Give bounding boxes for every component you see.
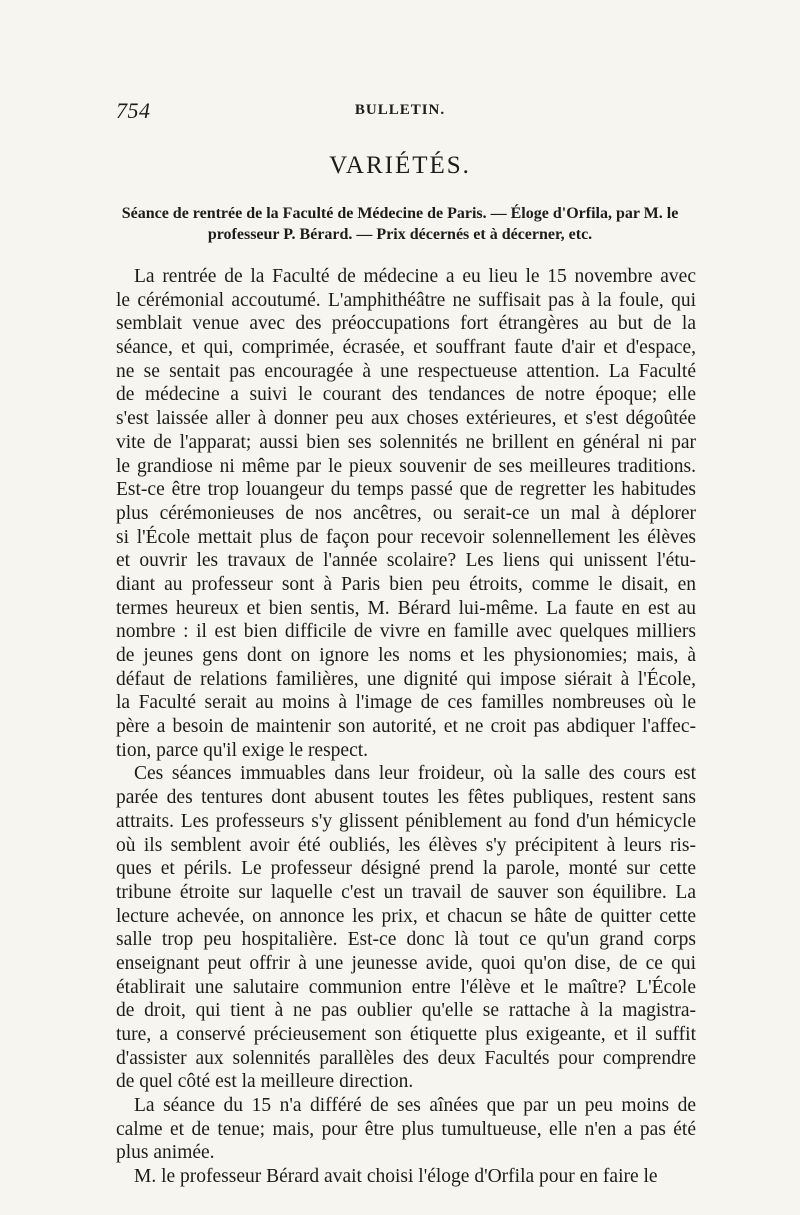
page-number: 754 bbox=[116, 98, 151, 123]
text-line: diant au professeur sont à Paris bien peu étroits, comme le disait, en bbox=[116, 573, 696, 595]
text-line: de quel côté est la meilleure direction. bbox=[116, 1071, 414, 1093]
running-head: BULLETIN. bbox=[354, 102, 446, 118]
text-line: nombre : il est bien difficile de vivre en famille avec quelques milliers bbox=[116, 621, 696, 643]
text-line: la Faculté serait au moins à l'image de ces familles nombreuses où le bbox=[116, 692, 696, 714]
text-line: lecture achevée, on annonce les prix, et chacun se hâte de quitter cette bbox=[116, 905, 696, 927]
text-line: plus cérémonieuses de nos ancêtres, ou serait-ce un mal à déplorer bbox=[116, 502, 696, 524]
text-line: ques et périls. Le professeur désigné prend la parole, monté sur cette bbox=[116, 858, 696, 880]
text-line: si l'École mettait plus de façon pour recevoir solennellement les élèves bbox=[116, 526, 696, 548]
text-line: où ils semblent avoir été oubliés, les élèves s'y précipitent à leurs ris- bbox=[116, 834, 696, 856]
text-line: La séance du 15 n'a différé de ses aînées que par un peu moins de bbox=[134, 1095, 696, 1117]
text-line: de droit, qui tient à ne pas oublier qu'elle se rattache à la magistra- bbox=[116, 1000, 696, 1022]
text-line: séance, et qui, comprimée, écrasée, et souffrant faute d'air et d'espace, bbox=[116, 337, 696, 359]
text-line: Ces séances immuables dans leur froideur, où la salle des cours est bbox=[134, 763, 696, 785]
text-line: attraits. Les professeurs s'y glissent péniblement au fond d'un hémicycle bbox=[116, 810, 696, 832]
text-line: enseignant peut offrir à une jeunesse avide, quoi qu'on dise, de ce qui bbox=[116, 952, 696, 974]
text-line: tribune étroite sur laquelle c'est un travail de sauver son équilibre. La bbox=[116, 881, 696, 903]
text-line: semblait venue avec des préoccupations fort étrangères au but de la bbox=[116, 313, 696, 335]
text-line: ne se sentait pas encouragée à une respectueuse attention. La Faculté bbox=[116, 360, 696, 382]
text-line: salle trop peu hospitalière. Est-ce donc là tout ce qu'un grand corps bbox=[116, 929, 696, 951]
text-line: Est-ce être trop louangeur du temps passé que de regretter les habitudes bbox=[116, 479, 696, 501]
text-line: tion, parce qu'il exige le respect. bbox=[116, 739, 369, 761]
text-line: établirait une salutaire communion entre l'élève et le maître? L'École bbox=[116, 976, 696, 998]
text-line: le grandiose ni même par le pieux souvenir de ses meilleures traditions. bbox=[116, 455, 696, 477]
text-line: de jeunes gens dont on ignore les noms et les physionomies; mais, à bbox=[116, 645, 696, 666]
text-line: le cérémonial accoutumé. L'amphithéâtre ne suffisait pas à la foule, qui bbox=[116, 289, 696, 311]
text-line: s'est laissée aller à donner peu aux choses extérieures, et s'est dégoûtée bbox=[116, 408, 696, 430]
text-line: et ouvrir les travaux de l'année scolaire? Les liens qui unissent l'étu- bbox=[116, 550, 696, 572]
text-line: plus animée. bbox=[116, 1142, 215, 1164]
article-summary bbox=[116, 203, 684, 245]
text-line: défaut de relations familières, une dignité qui impose siérait à l'École, bbox=[116, 668, 696, 690]
summary-line: professeur P. Bérard. — Prix décernés et à décerner, etc. bbox=[207, 226, 593, 243]
text-line: M. le professeur Bérard avait choisi l'éloge d'Orfila pour en faire le bbox=[134, 1166, 658, 1188]
page-header bbox=[116, 98, 684, 128]
text-line: calme et de tenue; mais, pour être plus tumultueuse, elle n'en a pas été bbox=[116, 1118, 696, 1140]
text-line: termes heureux et bien sentis, M. Bérard lui-même. La faute en est au bbox=[116, 597, 696, 619]
text-line: ture, a conservé précieusement son étiquette plus exigeante, et il suffit bbox=[116, 1024, 696, 1045]
text-line: père a besoin de maintenir son autorité, et ne croit pas abdiquer l'affec- bbox=[116, 716, 696, 738]
text-line: La rentrée de la Faculté de médecine a eu lieu le 15 novembre avec bbox=[134, 266, 696, 287]
section-title: VARIÉTÉS. bbox=[329, 152, 471, 179]
summary-line: Séance de rentrée de la Faculté de Médecine de Paris. — Éloge d'Orfila, par M. le bbox=[121, 205, 679, 222]
text-line: vite de l'apparat; aussi bien ses solennités ne brillent en général ni par bbox=[116, 431, 696, 453]
text-line: de médecine a suivi le courant des tendances de notre époque; elle bbox=[116, 384, 696, 406]
article-body bbox=[116, 265, 696, 1189]
text-line: parée des tentures dont abusent toutes les fêtes publiques, restent sans bbox=[116, 787, 696, 809]
text-line: d'assister aux solennités parallèles des deux Facultés pour comprendre bbox=[116, 1047, 696, 1069]
